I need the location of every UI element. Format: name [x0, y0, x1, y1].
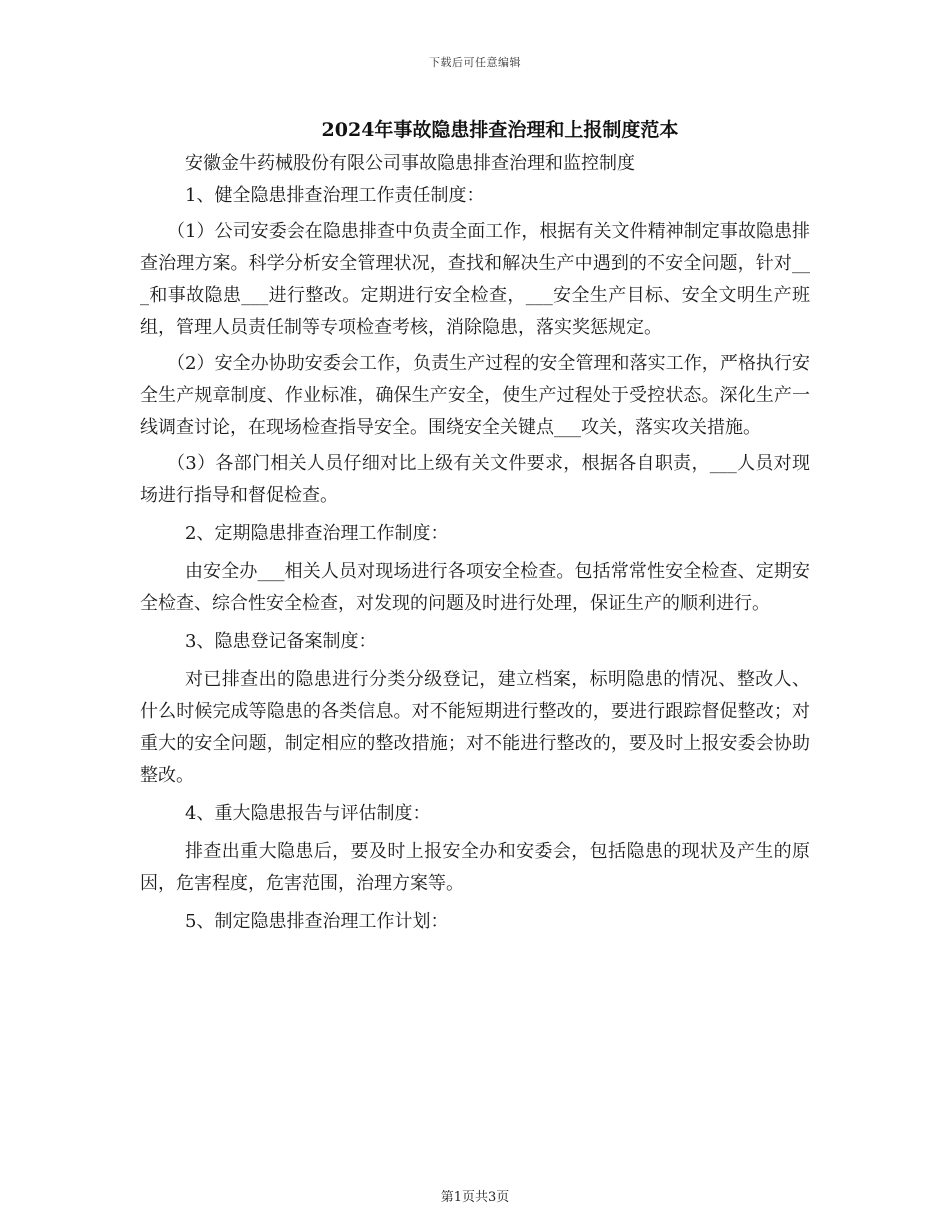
section-1-paragraph-3: （3）各部门相关人员仔细对比上级有关文件要求，根据各自职责，___人员对现场进行指导和督促检查。 — [140, 453, 810, 506]
document-title: 2024年事故隐患排查治理和上报制度范本 — [321, 119, 679, 141]
section-2-paragraph-1: 由安全办___相关人员对现场进行各项安全检查。包括常常性安全检查、定期安全检查、综合性安全检查，对发现的问题及时进行处理，保证生产的顺利进行。 — [140, 561, 810, 614]
section-5-heading: 5、制定隐患排查治理工作计划： — [185, 911, 449, 932]
section-1-paragraph-2: （2）安全办协助安委会工作，负责生产过程的安全管理和落实工作，严格执行安全生产规章制度、作业标准，确保生产安全，使生产过程处于受控状态。深化生产一线调查讨论，在现场检查指导安全。围绕安全关键点___攻关，落实攻关措施。 — [140, 353, 810, 438]
header-note: 下载后可任意编辑 — [429, 56, 521, 69]
page-number: 第1页共3页 — [440, 1190, 510, 1205]
section-1-paragraph-1: （1）公司安委会在隐患排查中负责全面工作，根据有关文件精神制定事故隐患排查治理方案。科学分析安全管理状况，查找和解决生产中遇到的不安全问题，针对___和事故隐患___进行整改。定期进行安全检查，___安全生产目标、安全文明生产班组，管理人员责任制等专项检查考核，消除隐患，落实奖惩规定。 — [140, 221, 810, 338]
section-3-heading: 3、隐患登记备案制度： — [185, 631, 377, 652]
section-3-paragraph-1: 对已排查出的隐患进行分类分级登记，建立档案，标明隐患的情况、整改人、什么时候完成等隐患的各类信息。对不能短期进行整改的，要进行跟踪督促整改；对重大的安全问题，制定相应的整改措施；对不能进行整改的，要及时上报安委会协助整改。 — [140, 669, 810, 786]
section-4-paragraph-1: 排查出重大隐患后，要及时上报安全办和安委会，包括隐患的现状及产生的原因，危害程度，危害范围，治理方案等。 — [140, 841, 810, 894]
document-subtitle: 安徽金牛药械股份有限公司事故隐患排查治理和监控制度 — [185, 153, 635, 174]
document-body — [140, 148, 810, 938]
section-2-heading: 2、定期隐患排查治理工作制度： — [185, 523, 449, 544]
section-1-heading: 1、健全隐患排查治理工作责任制度： — [185, 185, 485, 206]
section-4-heading: 4、重大隐患报告与评估制度： — [185, 803, 431, 824]
